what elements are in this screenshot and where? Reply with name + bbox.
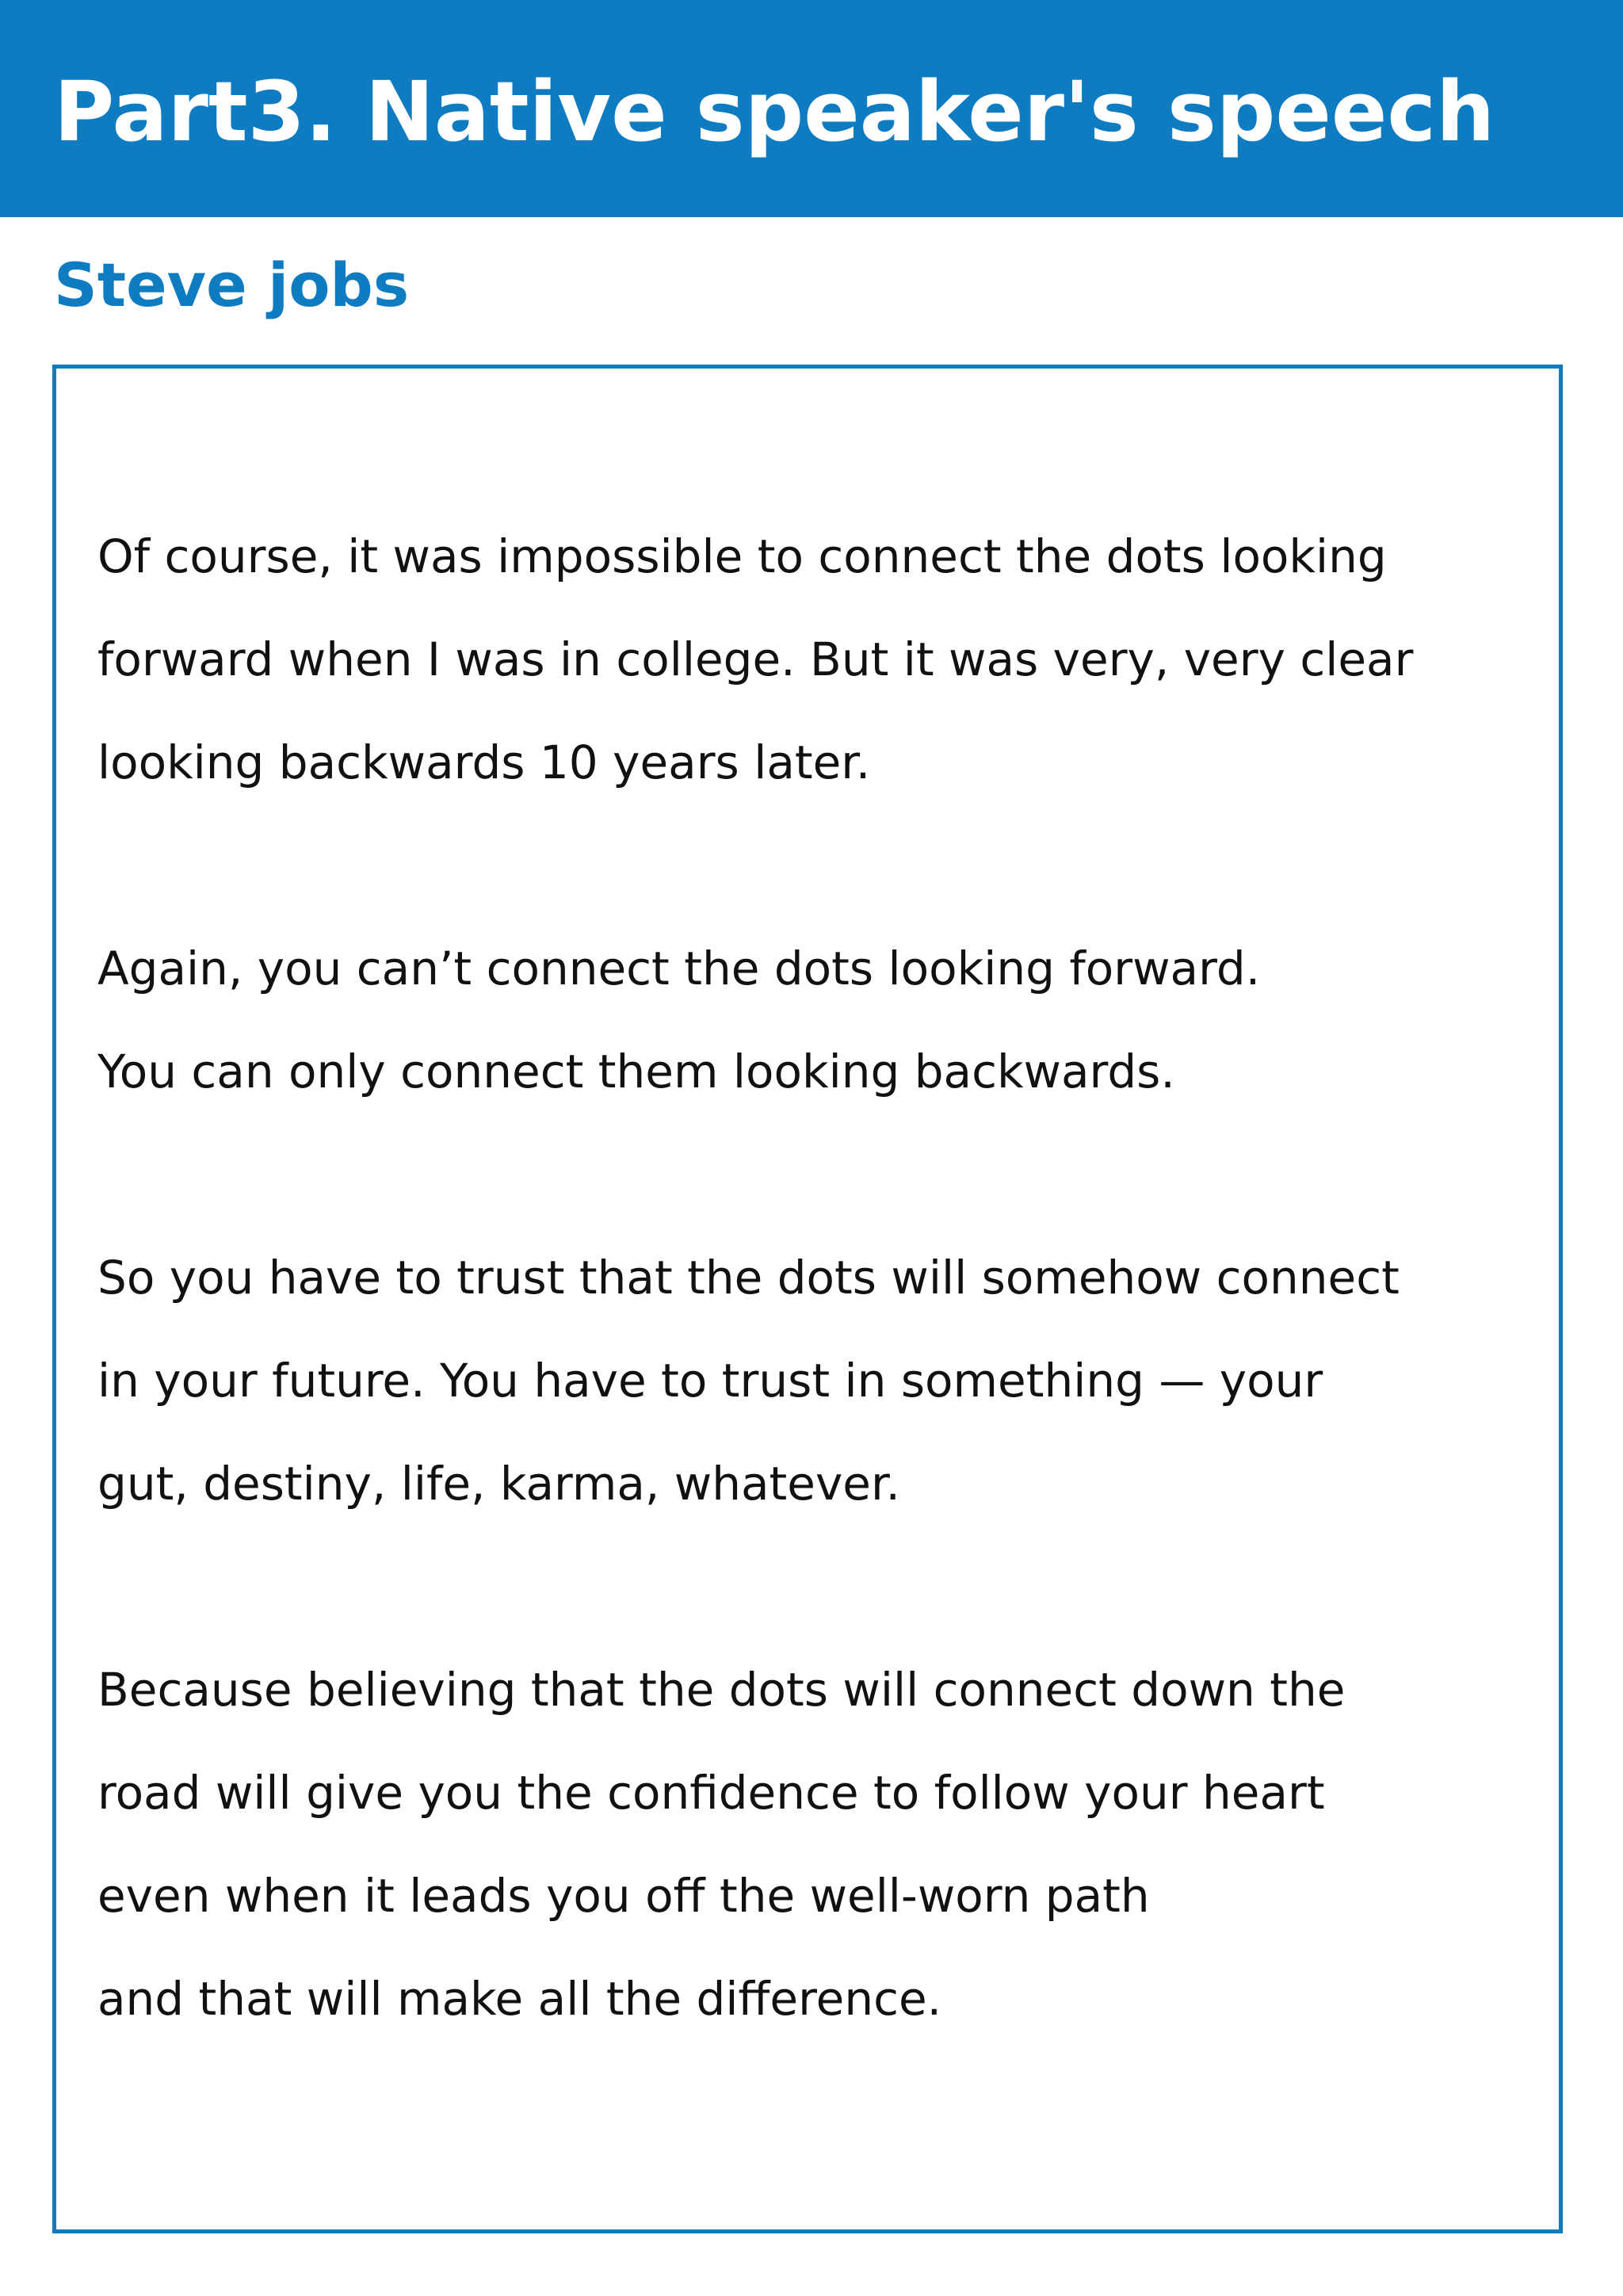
page-header [0,0,1623,217]
speech-line: road will give you the confidence to follow your heart [97,1766,1325,1820]
speech-line: looking backwards 10 years later. [97,735,871,789]
speech-line: Because believing that the dots will connect down the [97,1663,1346,1717]
speech-line: in your future. You have to trust in something — your [97,1354,1323,1408]
speech-line: Again, you can’t connect the dots looking forward. [97,942,1261,995]
speech-line: and that will make all the difference. [97,1972,942,2026]
speech-quote-box [52,365,1563,2233]
speech-line: You can only connect them looking backwards. [97,1045,1175,1098]
section-title: Steve jobs [54,250,410,320]
speech-paragraph-1 [97,505,1413,814]
speech-paragraph-3 [97,1226,1400,1535]
speech-paragraph-4 [97,1638,1345,2050]
speech-line: So you have to trust that the dots will somehow connect [97,1251,1400,1305]
speech-paragraph-2 [97,917,1260,1123]
speech-line: even when it leads you off the well-worn path [97,1869,1150,1923]
speech-line: gut, destiny, life, karma, whatever. [97,1457,900,1511]
page-title: Part3. Native speaker's speech [54,63,1495,160]
speech-line: Of course, it was impossible to connect the dots looking [97,529,1387,583]
speech-line: forward when I was in college. But it was very, very clear [97,632,1414,686]
